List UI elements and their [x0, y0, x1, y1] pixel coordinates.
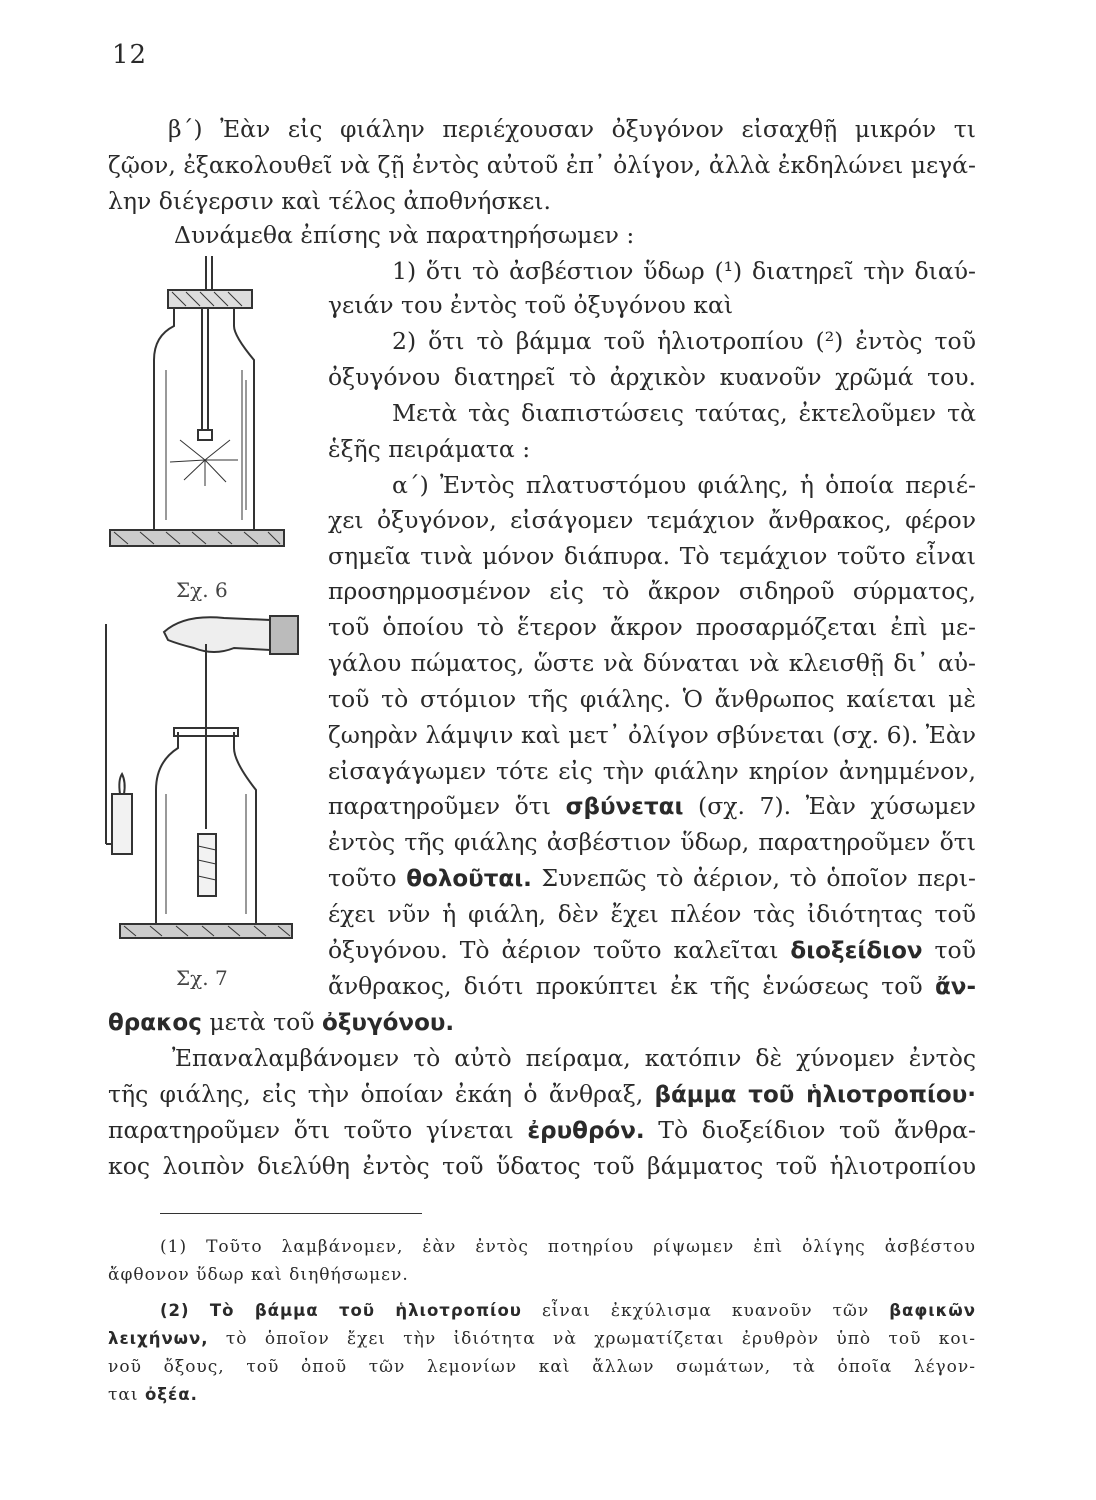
- footnote-1-cont: ἄφθονον ὕδωρ καὶ διηθήσωμεν.: [108, 1265, 409, 1285]
- text-line: θρακος μετὰ τοῦ ὀξυγόνου.: [108, 1008, 455, 1036]
- text-line: έχει νῦν ἡ φιάλη, δὲν ἔχει πλέον τὰς ἰδιότητας τοῦ: [328, 900, 976, 928]
- text-line: χει ὀξυγόνον, εἰσάγομεν τεμάχιον ἄνθρακος, φέρον: [328, 506, 976, 534]
- text-line: 2) ὅτι τὸ βάμμα τοῦ ἡλιοτροπίου (²) ἐντὸς τοῦ: [392, 327, 976, 355]
- bold-term: θρακος: [108, 1010, 202, 1036]
- footnote-2-cont: νοῦ ὄξους, τοῦ ὀποῦ τῶν λεμονίων καὶ ἄλλων σωμάτων, τὰ ὁποῖα λέγον-: [108, 1357, 976, 1377]
- bold-term: ἄν-: [934, 974, 976, 1000]
- text-line: ζῷον, ἐξακολουθεῖ νὰ ζῇ ἐντὸς αὐτοῦ ἐπ᾿ ὀλίγον, ἀλλὰ ἐκδηλώνει μεγά-: [108, 151, 976, 179]
- text-line: ζωηρὰν λάμψιν καὶ μετ᾿ ὀλίγον σβύνεται (σχ. 6). Ἐὰν: [328, 721, 976, 749]
- text-line: ὀξυγόνου διατηρεῖ τὸ ἀρχικὸν κυανοῦν χρῶμά του.: [328, 363, 976, 391]
- text-line: α΄) Ἐντὸς πλατυστόμου φιάλης, ἡ ὁποία περιέ-: [392, 471, 976, 499]
- figure-6-caption: Σχ. 6: [176, 578, 228, 602]
- footnote-1: (1) Τοῦτο λαμβάνομεν, ἐὰν ἐντὸς ποτηρίου ρίψωμεν ἐπὶ ὀλίγης ἀσβέστου: [160, 1237, 976, 1257]
- footnote-2-cont: ται ὀξέα.: [108, 1385, 198, 1405]
- text-line: Μετὰ τὰς διαπιστώσεις ταύτας, ἐκτελοῦμεν τὰ: [392, 399, 976, 427]
- figure-6-illustration: [100, 250, 300, 590]
- text-line: λην διέγερσιν καὶ τέλος ἀποθνήσκει.: [108, 187, 551, 215]
- text-line: παρατηροῦμεν ὅτι τοῦτο γίνεται ἐρυθρόν. Τὸ διοξείδιον τοῦ ἄνθρα-: [108, 1116, 976, 1144]
- text-line: γειάν του ἐντὸς τοῦ ὀξυγόνου καὶ: [328, 291, 734, 319]
- bold-term: ἐρυθρόν.: [527, 1118, 645, 1144]
- text-line: ὀξυγόνου. Τὸ ἀέριον τοῦτο καλεῖται διοξείδιον τοῦ: [328, 936, 976, 964]
- text-line: σημεῖα τινὰ μόνον διάπυρα. Τὸ τεμάχιον τοῦτο εἶναι: [328, 542, 976, 570]
- text-line: ἐντὸς τῆς φιάλης ἀσβέστιον ὕδωρ, παρατηροῦμεν ὅτι: [328, 828, 976, 856]
- text-line: ἄνθρακος, διότι προκύπτει ἐκ τῆς ἑνώσεως τοῦ ἄν-: [328, 972, 976, 1000]
- text-line: προσηρμοσμένον εἰς τὸ ἄκρον σιδηροῦ σύρματος,: [328, 577, 976, 605]
- text-line: β΄) Ἐὰν εἰς φιάλην περιέχουσαν ὀξυγόνον εἰσαχθῇ μικρόν τι: [168, 115, 976, 143]
- bold-term: ὀξυγόνου.: [322, 1010, 455, 1036]
- bold-term: βάμμα τοῦ ἡλιοτροπίου·: [654, 1082, 976, 1108]
- text-line: τοῦ ὁποίου τὸ ἕτερον ἄκρον προσαρμόζεται ἐπὶ με-: [328, 613, 976, 641]
- footnote-separator: [160, 1213, 422, 1214]
- text-line: κος λοιπὸν διελύθη ἐντὸς τοῦ ὕδατος τοῦ βάμματος τοῦ ἡλιοτροπίου: [108, 1152, 976, 1180]
- text-line: 1) ὅτι τὸ ἀσβέστιον ὕδωρ (¹) διατηρεῖ τὴν διαύ-: [392, 257, 976, 285]
- footnote-2: (2) Τὸ βάμμα τοῦ ἡλιοτροπίου εἶναι ἐκχύλισμα κυανοῦν τῶν βαφικῶν: [160, 1301, 976, 1321]
- text-line: τοῦτο θολοῦται. Συνεπῶς τὸ ἀέριον, τὸ ὁποῖον περι-: [328, 864, 976, 892]
- bold-term: θολοῦται.: [406, 866, 532, 892]
- figure-7-illustration: [94, 604, 304, 954]
- text-line: παρατηροῦμεν ὅτι σβύνεται (σχ. 7). Ἐὰν χύσωμεν: [328, 792, 976, 820]
- page-number: 12: [112, 40, 148, 70]
- text-line: τῆς φιάλης, εἰς τὴν ὁποίαν ἐκάη ὁ ἄνθραξ, βάμμα τοῦ ἡλιοτροπίου·: [108, 1080, 976, 1108]
- bold-term: διοξείδιον: [790, 938, 923, 964]
- text-line: ἑξῆς πειράματα :: [328, 435, 531, 463]
- bold-term: σβύνεται: [565, 794, 684, 820]
- text-line: Ἐπαναλαμβάνομεν τὸ αὐτὸ πείραμα, κατόπιν δὲ χύνομεν ἐντὸς: [172, 1044, 976, 1072]
- text-line: τοῦ τὸ στόμιον τῆς φιάλης. Ὁ ἄνθρωπος καίεται μὲ: [328, 685, 976, 713]
- text-line: γάλου πώματος, ὥστε νὰ δύναται νὰ κλεισθῇ δι᾿ αὐ-: [328, 649, 976, 677]
- footnote-2-cont: λειχήνων, τὸ ὁποῖον ἔχει τὴν ἰδιότητα νὰ χρωματίζεται ἐρυθρὸν ὑπὸ τοῦ κοι-: [108, 1329, 977, 1349]
- figure-7-caption: Σχ. 7: [176, 966, 228, 990]
- text-line: Δυνάμεθα ἐπίσης νὰ παρατηρήσωμεν :: [174, 221, 635, 249]
- text-line: εἰσαγάγωμεν τότε εἰς τὴν φιάλην κηρίον ἀνημμένον,: [328, 757, 976, 785]
